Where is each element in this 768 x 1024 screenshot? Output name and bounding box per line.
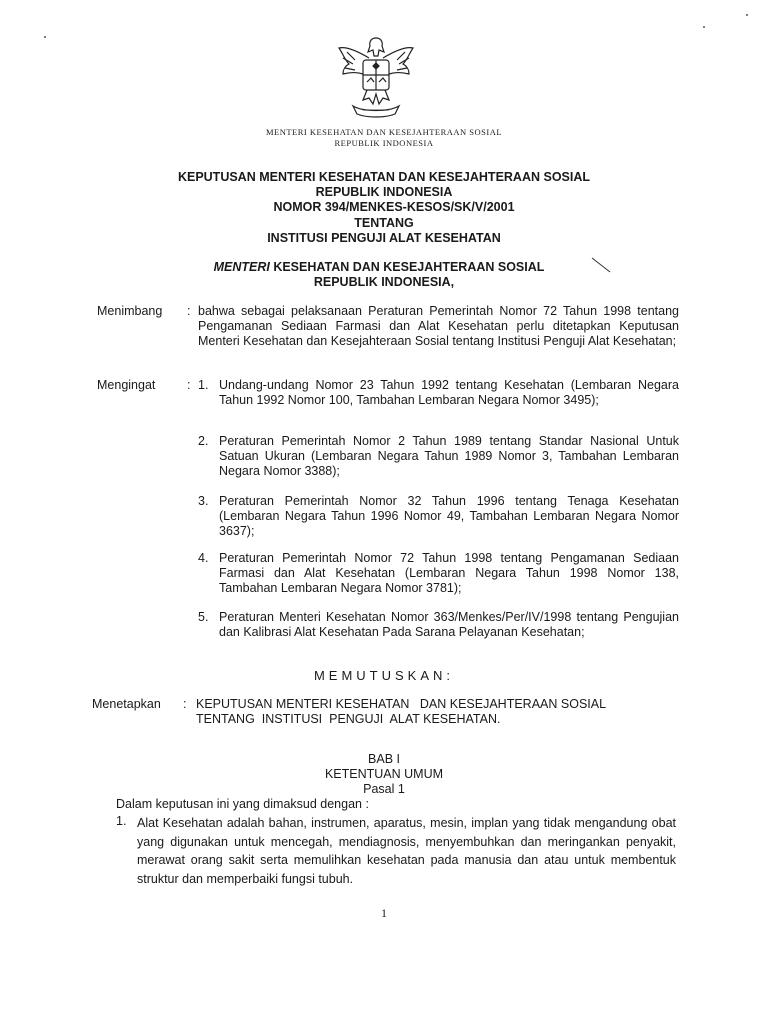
scan-speck: [703, 26, 705, 28]
scan-speck: [44, 36, 46, 38]
decree-title: [0, 170, 768, 246]
definition-num: 1.: [116, 814, 127, 828]
official-line1-italic: MENTERI: [213, 260, 270, 274]
official-line1-rest: KESEHATAN DAN KESEJAHTERAAN SOSIAL: [269, 260, 545, 274]
mengingat-item: Peraturan Pemerintah Nomor 32 Tahun 1996 tentang Tenaga Kesehatan (Lembaran Negara Tahun 1996 Nomor 49, Tambahan Lembaran Negara Nomor 3637);: [219, 494, 679, 539]
mengingat-item: Peraturan Menteri Kesehatan Nomor 363/Menkes/Per/IV/1998 tentang Pengujian dan Kalibrasi Alat Kesehatan Pada Sarana Pelayanan Kesehatan;: [219, 610, 679, 640]
bab-title: BAB I: [368, 752, 400, 766]
mengingat-item-num: 4.: [198, 551, 209, 565]
menetapkan-line1: KEPUTUSAN MENTERI KESEHATAN DAN KESEJAHTERAAN SOSIAL: [196, 697, 607, 711]
letterhead-line2: REPUBLIK INDONESIA: [334, 138, 434, 148]
official-line2: REPUBLIK INDONESIA,: [313, 275, 455, 289]
title-line4: TENTANG: [354, 215, 414, 230]
title-line1: KEPUTUSAN MENTERI KESEHATAN DAN KESEJAHTERAAN SOSIAL: [177, 170, 591, 184]
menimbang-text: bahwa sebagai pelaksanaan Peraturan Pemerintah Nomor 72 Tahun 1998 tentang Pengamanan Sediaan Farmasi dan Alat Kesehatan perlu ditetapkan Keputusan Menteri Kesehatan dan Kesejahteraan Sosial tentang Institusi Penguji Alat Kesehatan;: [198, 304, 679, 349]
bab-heading: KETENTUAN UMUM: [324, 767, 444, 781]
letterhead: [0, 127, 768, 149]
mengingat-item: Peraturan Pemerintah Nomor 72 Tahun 1998 tentang Pengamanan Sediaan Farmasi dan Alat Kesehatan (Lembaran Negara Tahun 1998 Nomor 138, Tambahan Lembaran Negara Nomor 3781);: [219, 551, 679, 596]
mengingat-label: Mengingat: [97, 378, 156, 392]
mengingat-item-num: 1.: [198, 378, 209, 392]
garuda-emblem-icon: [333, 30, 419, 122]
menetapkan-colon: :: [183, 697, 187, 711]
mengingat-item-num: 2.: [198, 434, 209, 448]
title-line5: INSTITUSI PENGUJI ALAT KESEHATAN: [267, 230, 501, 245]
definition-item: Alat Kesehatan adalah bahan, instrumen, aparatus, mesin, implan yang tidak mengandung obat yang digunakan untuk mencegah, mendiagnosis, menyembuhkan dan meringankan penyakit, merawat orang sakit serta memulihkan kesehatan pada manusia dan atau untuk membentuk struktur dan memperbaiki fungsi tubuh.: [137, 816, 676, 886]
official-title: [0, 260, 768, 290]
menimbang-label: Menimbang: [97, 304, 163, 318]
pasal-heading: Pasal 1: [363, 782, 405, 796]
title-line2: REPUBLIK INDONESIA: [315, 185, 453, 200]
mengingat-colon: :: [187, 378, 191, 392]
definitions-intro: Dalam keputusan ini yang dimaksud dengan :: [116, 797, 369, 811]
page-number: 1: [381, 906, 387, 920]
title-line3: NOMOR 394/MENKES-KESOS/SK/V/2001: [273, 200, 515, 215]
pen-stroke-mark: [590, 256, 614, 276]
menimbang-colon: :: [187, 304, 191, 318]
mengingat-item: Peraturan Pemerintah Nomor 2 Tahun 1989 tentang Standar Nasional Untuk Satuan Ukuran (Lembaran Negara Tahun 1989 Nomor 3, Tambahan Lembaran Negara Nomor 3388);: [219, 434, 679, 479]
memutuskan-heading: MEMUTUSKAN:: [313, 668, 455, 683]
scan-speck: [746, 14, 748, 16]
mengingat-item-num: 5.: [198, 610, 209, 624]
mengingat-item-num: 3.: [198, 494, 209, 508]
official-line1: [0, 260, 763, 275]
mengingat-item: Undang-undang Nomor 23 Tahun 1992 tentang Kesehatan (Lembaran Negara Tahun 1992 Nomor 100, Tambahan Lembaran Negara Nomor 3495);: [219, 378, 679, 408]
menetapkan-label: Menetapkan: [92, 697, 161, 711]
letterhead-line1: MENTERI KESEHATAN DAN KESEJAHTERAAN SOSIAL: [265, 127, 503, 137]
menetapkan-line2: TENTANG INSTITUSI PENGUJI ALAT KESEHATAN.: [196, 712, 501, 726]
